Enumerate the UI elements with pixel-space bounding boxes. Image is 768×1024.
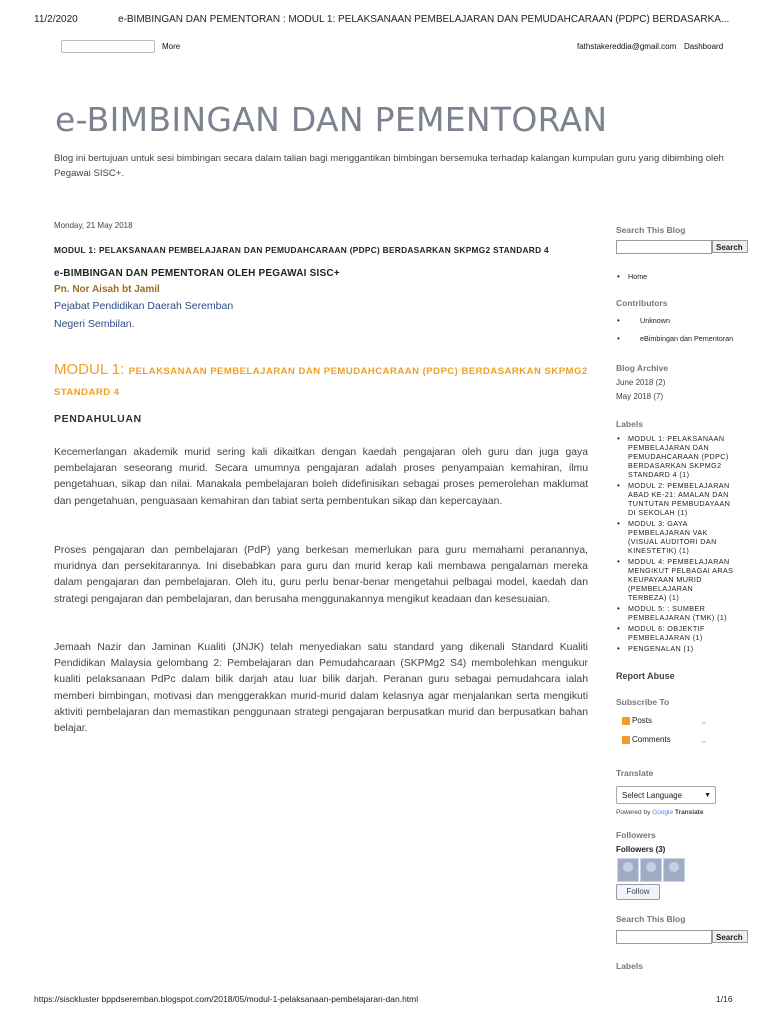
follower-avatar[interactable] <box>617 858 639 882</box>
post-state: Negeri Sembilan. <box>54 318 135 330</box>
subscribe-comments[interactable] <box>622 735 671 744</box>
followers-count: Followers (3) <box>616 845 666 854</box>
label-link[interactable]: • MODUL 5: : SUMBER PEMBELAJARAN (TMK) (1) <box>616 604 734 622</box>
language-select-value: Select Language <box>622 791 683 800</box>
labels-heading-2: Labels <box>616 961 643 971</box>
paragraph-3: Jemaah Nazir dan Jaminan Kualiti (JNJK) telah menyediakan satu standard yang dikenali Standard Kualiti Pendidikan Malaysia gelombang 2: Pembelajaran dan Pemudahcaraan (SKPMg2 S4) membolehkan mengukur kualiti pelaksanaan PdPc dalam bilik darjah atau luar bilik darjah. Peranan guru sebagai pemudahcara ialah memberi bimbingan, motivasi dan menggerakkan murid-murid dalam kelasnya agar menjalankan serta mengikuti aktiviti pembelajaran dan memastikan penggunaan strategi pengajaran berpusatkan murid dan berpusatkan bahan belajar. <box>54 642 588 735</box>
translate-label: Translate <box>674 809 704 816</box>
contributors-list <box>616 316 734 348</box>
print-url: https://sisckluster bppdseremban.blogspot.com/2018/05/modul-1-pelaksanaan-pembelajaran-dan.html <box>34 994 419 1004</box>
search-button[interactable]: Search <box>712 240 748 253</box>
modul-heading <box>54 360 594 402</box>
label-link[interactable]: • MODUL 3: GAYA PEMBELAJARAN VAK (VISUAL AUDITORI DAN KINESTETIK) (1) <box>616 519 734 555</box>
print-page-number: 1/16 <box>716 994 733 1004</box>
feed-icon <box>622 736 630 744</box>
search-heading-2: Search This Blog <box>616 914 686 924</box>
modul-heading-text: PELAKSANAAN PEMBELAJARAN DAN PEMUDAHCARAAN (PDPC) BERDASARKAN SKPMG2 STANDARD 4 <box>54 366 588 398</box>
label-link[interactable]: • MODUL 2: PEMBELAJARAN ABAD KE-21: AMALAN DAN TUNTUTAN PEMBUDAYAAN DI SEKOLAH (1) <box>616 481 734 517</box>
intro-heading: PENDAHULUAN <box>54 413 142 425</box>
post-title: MODUL 1: PELAKSANAAN PEMBELAJARAN DAN PEMUDAHCARAAN (PDPC) BERDASARKAN SKPMG2 STANDARD 4 <box>54 245 549 255</box>
subscribe-posts[interactable] <box>622 716 652 725</box>
chevron-down-icon[interactable]: ⌄ <box>700 735 708 745</box>
post-office: Pejabat Pendidikan Daerah Seremban <box>54 300 234 312</box>
follower-avatar[interactable] <box>663 858 685 882</box>
modul-heading-number: MODUL 1: <box>54 361 125 378</box>
post-date: Monday, 21 May 2018 <box>54 221 133 230</box>
post-author: Pn. Nor Aisah bt Jamil <box>54 284 160 295</box>
print-page-title: e-BIMBINGAN DAN PEMENTORAN : MODUL 1: PELAKSANAAN PEMBELAJARAN DAN PEMUDAHCARAAN (PDPC) BERDASARKA... <box>118 14 730 25</box>
contributors-heading: Contributors <box>616 298 668 308</box>
label-link[interactable]: • MODUL 4: PEMBELAJARAN MENGIKUT PELBAGAI ARAS KEUPAYAAN MURID (PEMBELAJARAN TERBEZA) (1) <box>616 557 734 602</box>
followers-heading: Followers <box>616 830 656 840</box>
feed-icon <box>622 717 630 725</box>
label-link[interactable]: • PENGENALAN (1) <box>616 644 734 653</box>
labels-heading: Labels <box>616 419 643 429</box>
pages-list <box>616 272 647 286</box>
contributor-link[interactable]: • Unknown <box>616 316 734 325</box>
report-abuse-link[interactable]: Report Abuse <box>616 671 675 681</box>
search-input-2[interactable] <box>616 930 712 944</box>
translate-heading: Translate <box>616 768 654 778</box>
post-subtitle: e-BIMBINGAN DAN PEMENTORAN OLEH PEGAWAI SISC+ <box>54 268 340 279</box>
chevron-down-icon: ▼ <box>704 792 711 799</box>
archive-item-june-2018[interactable]: June 2018 (2) <box>616 378 666 387</box>
follower-avatar[interactable] <box>640 858 662 882</box>
contributor-link[interactable]: • eBimbingan dan Pementoran <box>616 334 734 343</box>
subscribe-posts-label: Posts <box>632 716 653 725</box>
powered-by-label: Powered by <box>616 809 651 816</box>
blog-title[interactable]: e-BIMBINGAN DAN PEMENTORAN <box>55 100 608 139</box>
paragraph-2: Proses pengajaran dan pembelajaran (PdP) yang berkesan memerlukan para guru memahami peranannya, muridnya dan persekitarannya. Ini disebabkan para guru dan murid kerap kali membawa pengalaman mereka dalam pengajaran dan pembelajaran. Oleh itu, guru perlu benar-benar mengetahui pelbagai model, kaedah dan strategi pengajaran dan pembelajaran, dan berusaha menggunakannya mengikut keadaan dan kesesuaian. <box>54 545 588 605</box>
labels-list <box>616 434 734 655</box>
archive-heading: Blog Archive <box>616 363 669 373</box>
navbar-dashboard-link[interactable]: Dashboard <box>684 42 724 51</box>
subscribe-comments-label: Comments <box>632 735 671 744</box>
navbar-more-link[interactable]: More <box>162 42 181 51</box>
search-button-2[interactable]: Search <box>712 930 748 943</box>
navbar-user-email: fathstakereddia@gmail.com <box>577 42 677 51</box>
print-date: 11/2/2020 <box>34 14 78 25</box>
navbar-search-input[interactable] <box>61 40 155 53</box>
powered-by-google[interactable] <box>616 809 703 816</box>
label-link[interactable]: • MODUL 6: OBJEKTIF PEMBELAJARAN (1) <box>616 624 734 642</box>
blog-description: Blog ini bertujuan untuk sesi bimbingan secara dalam talian bagi menggantikan bimbingan bersemuka terhadap kalangan kumpulan guru yang dibimbing oleh Pegawai SISC+. <box>54 153 724 179</box>
follow-button[interactable]: Follow <box>616 884 660 900</box>
archive-item-may-2018[interactable]: May 2018 (7) <box>616 392 664 401</box>
paragraph-1: Kecemerlangan akademik murid sering kali dikaitkan dengan kaedah pengajaran oleh guru dan juga gaya pembelajaran seseorang murid. Secara umumnya pengajaran adalah proses penyampaian kemahiran, ilmu pengetahuan, sikap dan nilai. Manakala pembelajaran boleh didefinisikan sebagai proses pemerolehan maklumat dan pengetahuan, penguasaan kemahiran dan tabiat serta pembentukan sikap dan kepercayaan. <box>54 447 588 507</box>
label-link[interactable]: • MODUL 1: PELAKSANAAN PEMBELAJARAN DAN PEMUDAHCARAAN (PDPC) BERDASARKAN SKPMG2 STANDARD 4 (1) <box>616 434 734 479</box>
search-heading: Search This Blog <box>616 225 686 235</box>
chevron-down-icon[interactable]: ⌄ <box>700 716 708 726</box>
search-input[interactable] <box>616 240 712 254</box>
google-logo: Google <box>652 809 674 816</box>
subscribe-heading: Subscribe To <box>616 697 670 707</box>
page-link-home[interactable]: • Home <box>616 272 647 281</box>
language-select[interactable] <box>616 786 716 804</box>
